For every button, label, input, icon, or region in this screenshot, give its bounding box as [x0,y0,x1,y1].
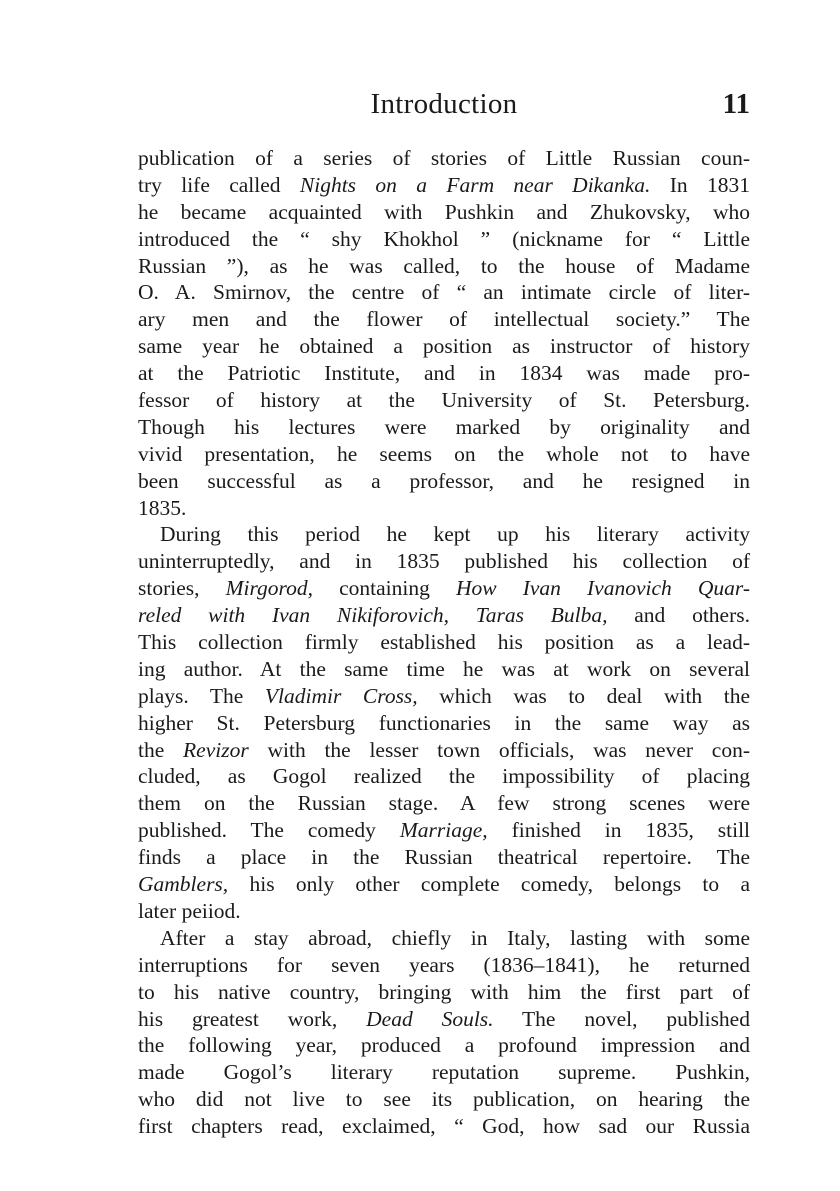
text-line [138,306,750,333]
text-line [138,441,750,468]
line-text: This collection firmly established his position as a lead- [138,630,750,655]
text-line [138,844,750,871]
line-text: with the lesser town officials, was never con- [248,737,750,762]
text-line [138,710,750,737]
line-text: higher St. Petersburg functionaries in the same way as [138,710,750,735]
line-text: vivid presentation, he seems on the whole not to have [138,441,750,466]
line-text: at the Patriotic Institute, and in 1834 was made pro- [138,361,750,386]
line-text: try life called [138,172,300,197]
line-text: During this period he kept up his literary activity [160,522,750,547]
text-line [138,683,750,710]
line-text: his greatest work, [138,1006,367,1031]
text-line [138,898,750,925]
text-line [138,360,750,387]
text-line [138,468,750,495]
line-text: After a stay abroad, chiefly in Italy, lasting with some [160,925,750,950]
line-text: ary men and the flower of intellectual society.” The [138,307,750,332]
line-text: uninterruptedly, and in 1835 published his collection of [138,549,750,574]
line-text: been successful as a professor, and he resigned in [138,468,750,493]
italic-title-text: Marriage, [399,818,488,843]
italic-title-text: Mirgorod, [225,576,314,601]
italic-title-text: reled with Ivan Nikiforovich, Taras Bulba, [138,603,608,628]
text-line [138,279,750,306]
text-line [138,226,750,253]
line-text: which was to deal with the [417,683,751,708]
text-line [138,575,750,602]
line-text: 1835. [138,495,187,520]
text-line [138,253,750,280]
text-line [138,521,750,548]
line-text: the following year, produced a profound impression and [138,1033,750,1058]
text-line [138,763,750,790]
line-text: he became acquainted with Pushkin and Zhukovsky, who [138,199,750,224]
text-line [138,629,750,656]
line-text: introduced the “ shy Khokhol ” (nickname for “ Little [138,226,750,251]
line-text: plays. The [138,683,265,708]
line-text: finished in 1835, still [487,818,751,843]
line-text: made Gogol’s literary reputation supreme. Pushkin, [138,1060,750,1085]
line-text: finds a place in the Russian theatrical repertoire. The [138,845,750,870]
line-text: published. The comedy [138,818,400,843]
text-line [138,602,750,629]
text-line [138,1113,750,1140]
line-text: ing author. At the same time he was at work on several [138,656,750,681]
line-text: publication of a series of stories of Little Russian coun- [138,146,750,170]
text-line [138,333,750,360]
text-line [138,925,750,952]
italic-title-text: Nights on a Farm near Dikanka. [299,172,651,197]
line-text: containing [313,576,456,601]
italic-title-text: Vladimir Cross, [264,683,418,708]
line-text: Though his lectures were marked by originality and [138,414,750,439]
text-line [138,548,750,575]
text-line [138,387,750,414]
italic-title-text: How Ivan Ivanovich Quar- [455,576,750,601]
page-title: Introduction [370,88,518,120]
text-line [138,1086,750,1113]
text-line [138,737,750,764]
page-number: 11 [722,88,750,120]
line-text: later peiiod. [138,898,241,923]
line-text: cluded, as Gogol realized the impossibility of placing [138,764,750,789]
text-line [138,495,750,522]
line-text: and others. [607,603,750,628]
text-line [138,1006,750,1033]
line-text: first chapters read, exclaimed, “ God, how sad our Russia [138,1114,750,1139]
line-text: Russian ”), as he was called, to the house of Madame [138,253,750,278]
text-line [138,145,750,172]
line-text: them on the Russian stage. A few strong scenes were [138,791,750,816]
text-line [138,199,750,226]
running-head [138,88,750,128]
italic-title-text: Gamblers, [138,872,229,897]
text-line [138,414,750,441]
text-line [138,871,750,898]
line-text: In 1831 [650,172,750,197]
line-text: stories, [138,576,226,601]
text-line [138,1059,750,1086]
line-text: who did not live to see its publication, on hearing the [138,1087,750,1112]
italic-title-text: Dead Souls. [366,1006,494,1031]
line-text: The novel, published [493,1006,750,1031]
body-text [138,145,750,1140]
text-line [138,817,750,844]
text-line [138,979,750,1006]
line-text: his only other complete comedy, belongs to a [228,872,750,897]
line-text: to his native country, bringing with him the first part of [138,979,750,1004]
line-text: fessor of history at the University of St. Petersburg. [138,388,750,413]
line-text: O. A. Smirnov, the centre of “ an intimate circle of liter- [138,280,750,305]
line-text: the [138,737,184,762]
italic-title-text: Revizor [183,737,249,762]
line-text: same year he obtained a position as instructor of history [138,334,750,359]
text-line [138,790,750,817]
text-line [138,172,750,199]
text-line [138,952,750,979]
line-text: interruptions for seven years (1836–1841), he returned [138,952,750,977]
text-line [138,1032,750,1059]
text-line [138,656,750,683]
